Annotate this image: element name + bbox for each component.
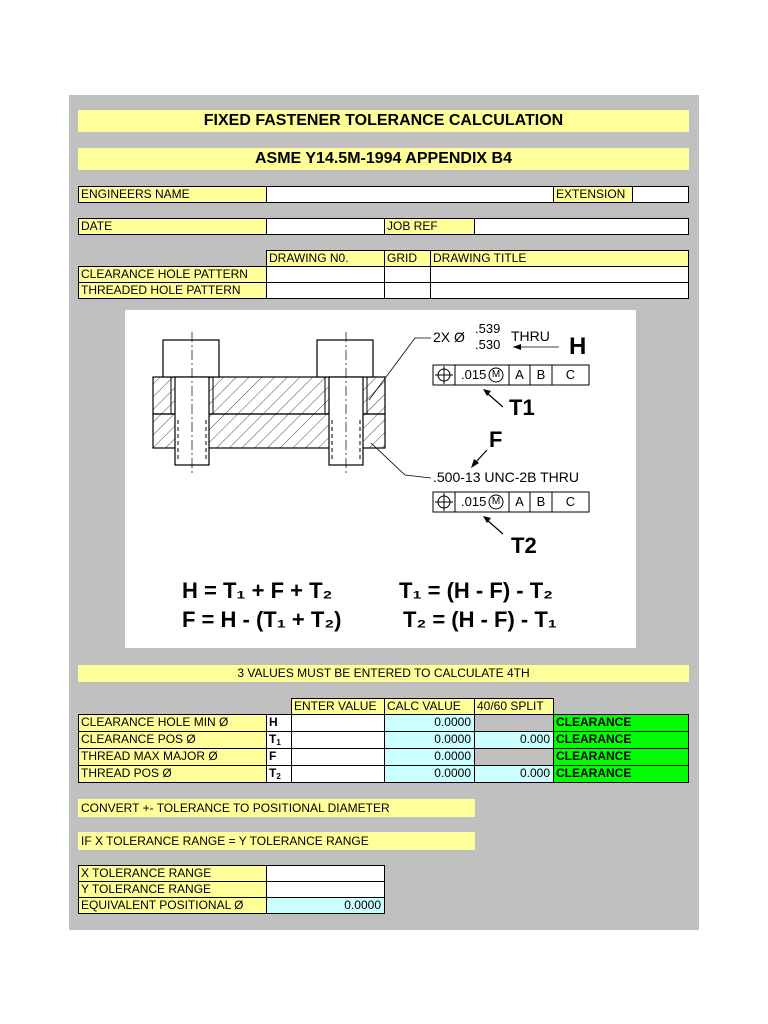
enter-value-input[interactable] xyxy=(291,731,385,749)
split-value-cell xyxy=(474,714,554,732)
calc-value-cell: 0.0000 xyxy=(384,714,475,732)
hole-qty-text: 2X Ø xyxy=(433,329,465,345)
clearance-pattern-label: CLEARANCE HOLE PATTERN xyxy=(78,266,267,283)
fcf2-value: .015 xyxy=(461,494,487,509)
date-input[interactable] xyxy=(266,218,385,235)
status-cell: CLEARANCE xyxy=(553,748,689,766)
status-cell: CLEARANCE xyxy=(553,714,689,732)
split-value-cell: 0.000 xyxy=(474,765,554,783)
label-t1: T1 xyxy=(509,395,535,420)
thread-callout: .500-13 UNC-2B THRU xyxy=(433,469,580,485)
fcf2-datum-a: A xyxy=(515,494,524,509)
status-cell: CLEARANCE xyxy=(553,765,689,783)
calc-value-cell: 0.0000 xyxy=(384,765,475,783)
threaded-drawing-title-input[interactable] xyxy=(430,282,689,299)
y-tolerance-input[interactable] xyxy=(266,881,385,898)
fastener-diagram xyxy=(125,310,636,648)
row-symbol: F xyxy=(266,748,292,766)
formula-t1: T₁ = (H - F) - T₂ xyxy=(399,578,553,603)
equivalent-positional-label: EQUIVALENT POSITIONAL Ø xyxy=(78,897,267,914)
label-h: H xyxy=(569,333,587,360)
calc-value-cell: 0.0000 xyxy=(384,731,475,749)
formula-h: H = T₁ + F + T₂ xyxy=(182,578,333,603)
thru-text: THRU xyxy=(511,328,550,344)
status-cell: CLEARANCE xyxy=(553,731,689,749)
enter-value-input[interactable] xyxy=(291,748,385,766)
fcf2-datum-b: B xyxy=(536,494,546,509)
convert-condition-banner: IF X TOLERANCE RANGE = Y TOLERANCE RANGE xyxy=(78,832,475,850)
fcf1-value: .015 xyxy=(461,367,487,382)
row-symbol: $T_2$ xyxy=(266,765,292,783)
clearance-grid-input[interactable] xyxy=(384,266,431,283)
row-label: THREAD MAX MAJOR Ø xyxy=(78,748,267,766)
sheet-subtitle: ASME Y14.5M-1994 APPENDIX B4 xyxy=(78,148,689,170)
col-calc-value: CALC VALUE xyxy=(384,698,475,715)
fcf2-mmc: M xyxy=(491,496,501,507)
col-split: 40/60 SPLIT xyxy=(474,698,554,715)
engineers-name-input[interactable] xyxy=(266,186,554,203)
engineers-name-label: ENGINEERS NAME xyxy=(78,186,267,203)
row-symbol: H xyxy=(266,714,292,732)
clearance-drawing-title-input[interactable] xyxy=(430,266,689,283)
sheet-title: FIXED FASTENER TOLERANCE CALCULATION xyxy=(78,110,689,132)
x-tolerance-input[interactable] xyxy=(266,865,385,882)
date-label: DATE xyxy=(78,218,267,235)
row-label: THREAD POS Ø xyxy=(78,765,267,783)
row-label: CLEARANCE POS Ø xyxy=(78,731,267,749)
job-ref-label: JOB REF xyxy=(384,218,475,235)
fcf1-datum-b: B xyxy=(536,367,546,382)
row-label: CLEARANCE HOLE MIN Ø xyxy=(78,714,267,732)
fcf1-datum-a: A xyxy=(515,367,524,382)
threaded-pattern-label: THREADED HOLE PATTERN xyxy=(78,282,267,299)
label-t2: T2 xyxy=(511,533,537,558)
hole-lower-limit: .530 xyxy=(475,337,501,352)
job-ref-input[interactable] xyxy=(474,218,689,235)
convert-banner: CONVERT +- TOLERANCE TO POSITIONAL DIAMETER xyxy=(78,799,475,817)
split-value-cell xyxy=(474,748,554,766)
enter-value-input[interactable] xyxy=(291,765,385,783)
equivalent-positional-value: 0.0000 xyxy=(266,897,385,914)
fcf1-datum-c: C xyxy=(565,367,576,382)
hole-upper-limit: .539 xyxy=(475,321,501,336)
fcf1-mmc: M xyxy=(491,369,501,380)
fcf2-datum-c: C xyxy=(565,494,576,509)
drawing-no-header: DRAWING N0. xyxy=(266,250,385,267)
col-enter-value: ENTER VALUE xyxy=(291,698,385,715)
enter-value-input[interactable] xyxy=(291,714,385,732)
calc-banner: 3 VALUES MUST BE ENTERED TO CALCULATE 4TH xyxy=(78,665,689,682)
extension-input[interactable] xyxy=(632,186,689,203)
calc-value-cell: 0.0000 xyxy=(384,748,475,766)
row-symbol: $T_1$ xyxy=(266,731,292,749)
drawing-title-header: DRAWING TITLE xyxy=(430,250,689,267)
formula-t2: T₂ = (H - F) - T₁ xyxy=(403,607,557,632)
x-tolerance-label: X TOLERANCE RANGE xyxy=(78,865,267,882)
threaded-drawing-no-input[interactable] xyxy=(266,282,385,299)
grid-header: GRID xyxy=(384,250,431,267)
label-f: F xyxy=(489,427,503,452)
split-value-cell: 0.000 xyxy=(474,731,554,749)
clearance-drawing-no-input[interactable] xyxy=(266,266,385,283)
y-tolerance-label: Y TOLERANCE RANGE xyxy=(78,881,267,898)
threaded-grid-input[interactable] xyxy=(384,282,431,299)
formula-f: F = H - (T₁ + T₂) xyxy=(182,607,342,632)
extension-label: EXTENSION xyxy=(553,186,633,203)
